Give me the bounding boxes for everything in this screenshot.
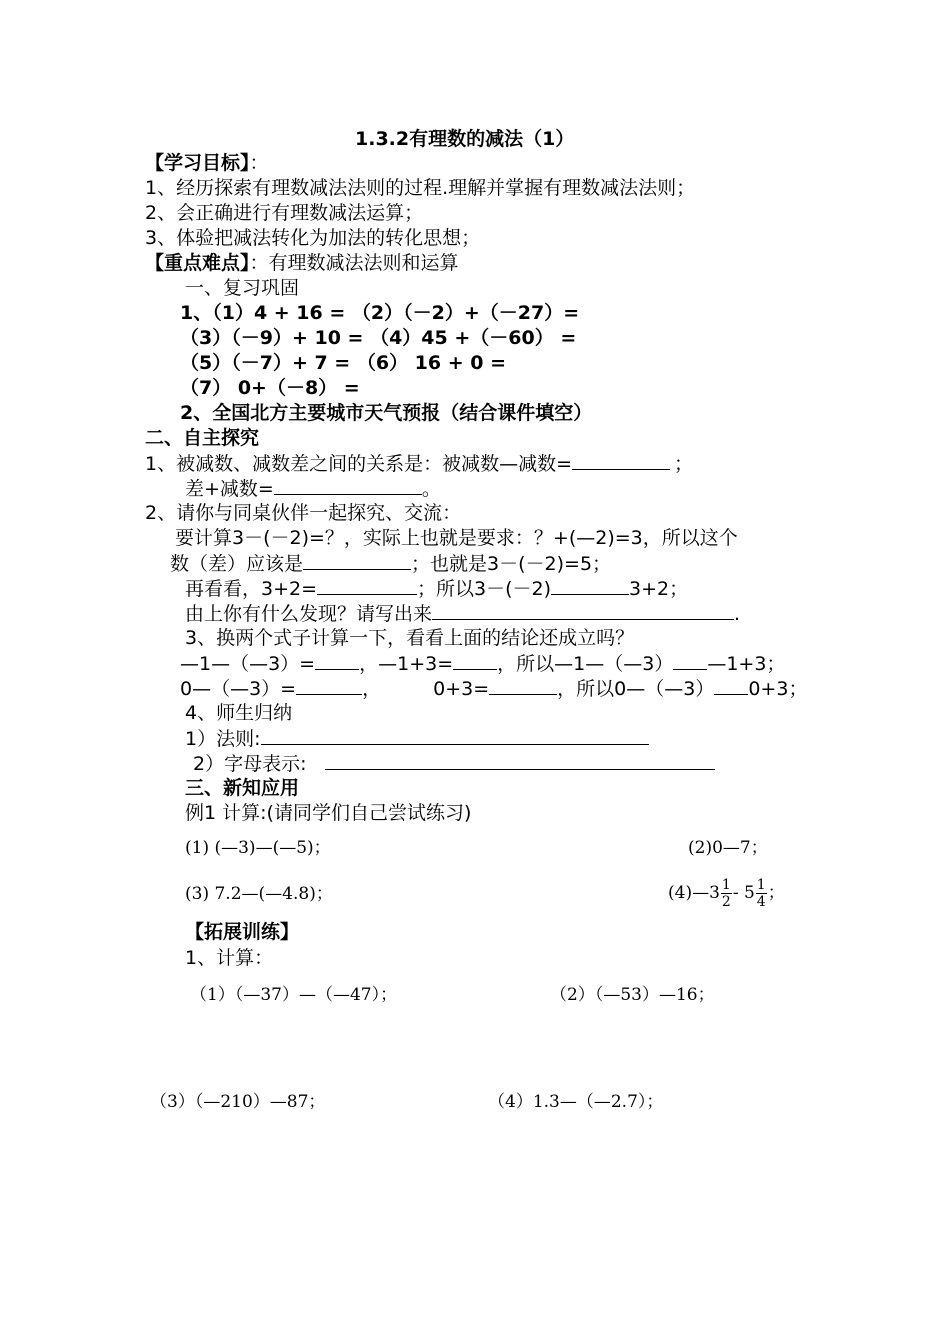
apply-problem-3: (3) 7.2—(—4.8)； <box>185 884 333 904</box>
explore-heading: 二、自主探究 <box>145 427 260 449</box>
review-row-1: 1、（1）4 + 16 = （2）（－2）+（－27）= <box>180 302 580 324</box>
key-points-heading: 【重点难点】 <box>145 252 250 274</box>
extension-problem-3: （3）（—210）—87； <box>150 1092 326 1112</box>
explore-q2-line-2 <box>170 551 611 576</box>
answer-blank[interactable] <box>673 651 707 670</box>
explore-q2-l3-mid: ；所以3－(－2) <box>417 578 552 600</box>
fraction-numerator: 1 <box>721 877 731 893</box>
apply-problem-4 <box>668 874 785 912</box>
rule-label: 1）法则: <box>185 728 261 750</box>
explore-q3-l2a: 0—（—3）= <box>180 678 297 700</box>
explore-q1-text: 1、被减数、减数差之间的关系是：被减数—减数= <box>145 453 573 475</box>
explore-q2-l3-end: 3+2； <box>629 578 689 600</box>
explore-q2-l4-end: . <box>734 603 741 625</box>
explore-q2-line-1: 要计算3－(－2)=？，实际上也就是要求：？+(—2)=3，所以这个 <box>175 527 738 549</box>
explore-q2-l2-text: 数（差）应该是 <box>170 553 304 575</box>
answer-blank[interactable] <box>315 651 359 670</box>
answer-blank[interactable] <box>572 451 670 470</box>
explore-q2: 2、请你与同桌伙伴一起探究、交流： <box>145 502 462 524</box>
explore-q3-l2b: ， <box>362 678 382 700</box>
apply-p4-end: ； <box>767 883 785 903</box>
answer-blank[interactable] <box>317 576 417 595</box>
explore-q1-end: ； <box>674 453 694 475</box>
explore-q3-l2c: 0+3= <box>433 678 490 700</box>
review-heading: 一、复习巩固 <box>185 277 300 299</box>
apply-problem-2: (2)0—7； <box>688 838 768 858</box>
explore-q3-l1b: ，—1+3= <box>359 653 454 675</box>
answer-blank[interactable] <box>489 676 557 695</box>
fraction-denominator: 4 <box>756 894 766 910</box>
objective-item-1: 1、经历探索有理数减法法则的过程.理解并掌握有理数减法法则； <box>145 177 696 199</box>
extension-problem-4: （4）1.3—（—2.7）； <box>488 1092 664 1112</box>
objectives-heading-line <box>145 151 269 175</box>
answer-blank[interactable] <box>296 676 362 695</box>
apply-heading: 三、新知应用 <box>185 777 300 799</box>
explore-q1b-end: 。 <box>421 478 441 500</box>
explore-q2-line-3 <box>185 576 688 601</box>
explore-q1-line-a <box>145 451 693 476</box>
fraction-one-quarter <box>756 877 767 910</box>
objectives-heading: 【学习目标】 <box>145 152 250 174</box>
objective-item-2: 2、会正确进行有理数减法运算； <box>145 202 424 224</box>
answer-blank[interactable] <box>325 751 715 770</box>
fraction-denominator: 2 <box>721 894 731 910</box>
explore-q3-l2d: ，所以0—（—3） <box>557 678 715 700</box>
explore-q2-l2-tail: ；也就是3－(－2)=5； <box>411 553 612 575</box>
weather-forecast-item: 2、全国北方主要城市天气预报（结合课件填空） <box>180 402 593 424</box>
answer-blank[interactable] <box>551 576 629 595</box>
apply-p4-prefix: (4)—3 <box>668 883 720 903</box>
extension-heading: 【拓展训练】 <box>185 921 300 943</box>
explore-q3-line-1 <box>180 651 785 676</box>
fraction-one-half <box>721 877 732 910</box>
answer-blank[interactable] <box>714 676 748 695</box>
explore-q2-l4-text: 由上你有什么发现？请写出来 <box>185 603 433 625</box>
explore-q1-line-b <box>185 476 441 501</box>
answer-blank[interactable] <box>453 651 497 670</box>
explore-q4: 4、师生归纳 <box>185 702 293 724</box>
explore-q3-l1d: —1+3； <box>707 653 786 675</box>
key-points-text: ：有理数减法法则和运算 <box>249 252 459 274</box>
answer-blank[interactable] <box>274 476 422 495</box>
letters-line <box>193 751 715 776</box>
apply-problem-1: (1) (—3)—(—5)； <box>185 838 331 858</box>
explore-q1b-text: 差+减数= <box>185 478 274 500</box>
explore-q3: 3、换两个式子计算一下，看看上面的结论还成立吗？ <box>185 627 635 649</box>
letters-label: 2）字母表示: <box>193 753 307 775</box>
extension-item: 1、计算： <box>185 947 274 969</box>
apply-p4-mid: - 5 <box>732 883 755 903</box>
key-points-line <box>145 251 459 275</box>
extension-problem-2: （2）（—53）—16； <box>550 985 715 1005</box>
review-row-4: （7） 0+（－8） = <box>180 377 360 399</box>
answer-blank[interactable] <box>303 551 411 570</box>
page-title: 1.3.2有理数的减法（1） <box>355 128 575 150</box>
explore-q3-l1c: ，所以—1—（—3） <box>497 653 674 675</box>
answer-blank[interactable] <box>261 726 649 745</box>
extension-problem-1: （1）（—37）—（—47）； <box>190 985 398 1005</box>
review-row-2: （3）（－9）+ 10 = （4）45 +（－60） = <box>180 327 577 349</box>
explore-q2-line-4 <box>185 601 740 626</box>
explore-q3-l1a: —1—（—3）= <box>180 653 316 675</box>
explore-q3-line-2 <box>180 676 807 701</box>
review-row-3: （5）（－7）+ 7 = （6） 16 + 0 = <box>180 352 507 374</box>
fraction-numerator: 1 <box>756 877 766 893</box>
explore-q3-l2e: 0+3； <box>748 678 808 700</box>
objective-item-3: 3、体验把减法转化为加法的转化思想； <box>145 227 481 249</box>
objectives-colon: ： <box>249 152 269 174</box>
example-1: 例1 计算:(请同学们自己尝试练习) <box>185 802 472 824</box>
answer-blank[interactable] <box>432 601 734 620</box>
explore-q2-l3-text: 再看看，3+2= <box>185 578 318 600</box>
rule-line <box>185 726 649 751</box>
